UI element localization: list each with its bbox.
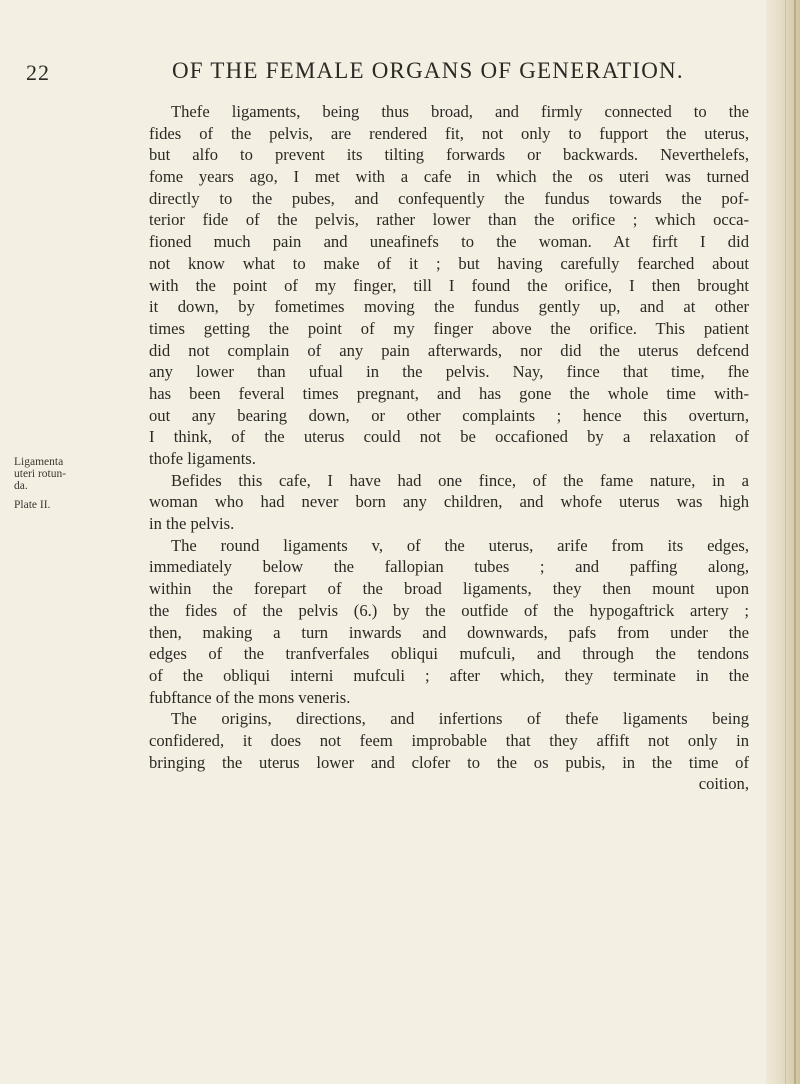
text-line: terior fide of the pelvis, rather lower than the orifice ; which occa- (149, 210, 749, 230)
text-line: bringing the uterus lower and clofer to the os pubis, in the time of (149, 752, 749, 772)
margin-note-plate (14, 499, 50, 511)
running-title: OF THE FEMALE ORGANS OF GENERATION. (172, 58, 684, 83)
text-line: fubftance of the mons veneris. (149, 687, 351, 707)
margin-note-ligamenta (14, 456, 66, 492)
text-line: fides of the pelvis, are rendered fit, not only to fupport the uterus, (149, 123, 749, 143)
text-line: not know what to make of it ; but having carefully fearched about (149, 253, 749, 273)
text-line: The origins, directions, and infertions of thefe ligaments being (171, 709, 749, 729)
text-line: Befides this cafe, I have had one fince, of the fame nature, in a (171, 470, 749, 490)
page-number: 22 (26, 60, 50, 85)
text-line: within the forepart of the broad ligaments, they then mount upon (149, 579, 749, 599)
text-line: of the obliqui interni mufculi ; after which, they terminate in the (149, 665, 749, 685)
text-line: I think, of the uterus could not be occafioned by a relaxation of (149, 427, 749, 447)
body-text (149, 101, 749, 795)
margin-note-line: Ligamenta (14, 456, 64, 468)
page-edge-crease (785, 0, 786, 1084)
text-line: in the pelvis. (149, 514, 235, 534)
text-line: directly to the pubes, and confequently the fundus towards the pof- (149, 188, 749, 208)
page-edge-binding (794, 0, 796, 1084)
margin-note-line: da. (14, 480, 28, 492)
text-line: did not complain of any pain afterwards, nor did the uterus defcend (149, 340, 749, 360)
text-line: then, making a turn inwards and downwards, pafs from under the (149, 622, 749, 642)
text-line: the fides of the pelvis (6.) by the outfide of the hypogaftrick artery ; (149, 600, 749, 620)
text-line: it down, by fometimes moving the fundus gently up, and at other (149, 297, 749, 317)
text-line: fioned much pain and uneafinefs to the woman. At firft I did (149, 232, 749, 252)
margin-note-line: Plate II. (14, 499, 51, 511)
text-line: with the point of my finger, till I found the orifice, I then brought (149, 275, 749, 295)
text-line: any lower than ufual in the pelvis. Nay, fince that time, fhe (149, 362, 749, 382)
text-line: The round ligaments v, of the uterus, arife from its edges, (171, 535, 749, 555)
text-line: coition, (698, 774, 749, 794)
text-line: edges of the tranfverfales obliqui mufculi, and through the tendons (149, 644, 749, 664)
text-line: fome years ago, I met with a cafe in which the os uteri was turned (149, 167, 749, 187)
text-line: times getting the point of my finger above the orifice. This patient (149, 318, 749, 338)
text-line: woman who had never born any children, and whofe uterus was high (149, 492, 749, 512)
text-line: has been feveral times pregnant, and has gone the whole time with- (149, 383, 749, 403)
text-line: out any bearing down, or other complaints ; hence this overturn, (149, 405, 749, 425)
text-line: confidered, it does not feem improbable that they affift not only in (149, 730, 749, 750)
text-line: but alfo to prevent its tilting forwards or backwards. Neverthelefs, (149, 145, 749, 165)
text-line: immediately below the fallopian tubes ; and paffing along, (149, 557, 749, 577)
margin-note-line: uteri rotun- (14, 468, 67, 480)
text-line: Thefe ligaments, being thus broad, and firmly connected to the (171, 102, 749, 121)
text-line: thofe ligaments. (149, 449, 256, 468)
